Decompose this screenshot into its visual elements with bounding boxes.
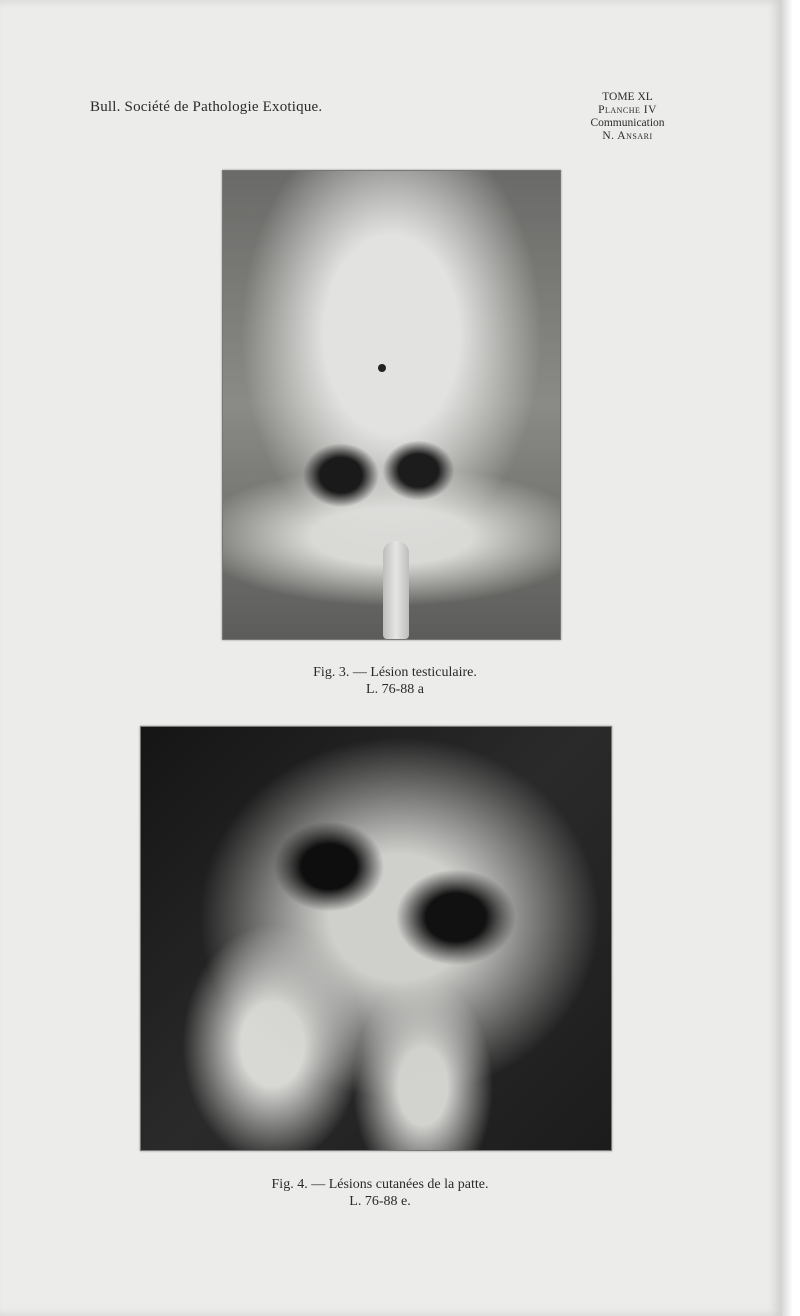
figure-4-caption	[200, 1176, 560, 1210]
page-edge	[782, 0, 800, 1316]
figure-4-title: Fig. 4. — Lésions cutanées de la patte.	[271, 1177, 489, 1192]
figure-3-caption	[250, 664, 540, 698]
tome-label: TOME XL	[602, 91, 653, 103]
communication-label: Communication	[590, 117, 665, 129]
tail-shape	[383, 541, 409, 639]
journal-title: Bull. Société de Pathologie Exotique.	[90, 99, 323, 115]
author-label: N. Ansari	[602, 130, 653, 142]
figure-3-photo	[222, 170, 561, 640]
figure-4-photo	[140, 726, 612, 1151]
pin-marker	[378, 364, 386, 372]
plate-info	[560, 91, 695, 143]
plate-label: Planche IV	[598, 104, 657, 116]
figure-3-title: Fig. 3. — Lésion testiculaire.	[313, 665, 477, 680]
figure-4-reference: L. 76-88 e.	[349, 1194, 411, 1209]
figure-3-reference: L. 76-88 a	[366, 682, 424, 697]
